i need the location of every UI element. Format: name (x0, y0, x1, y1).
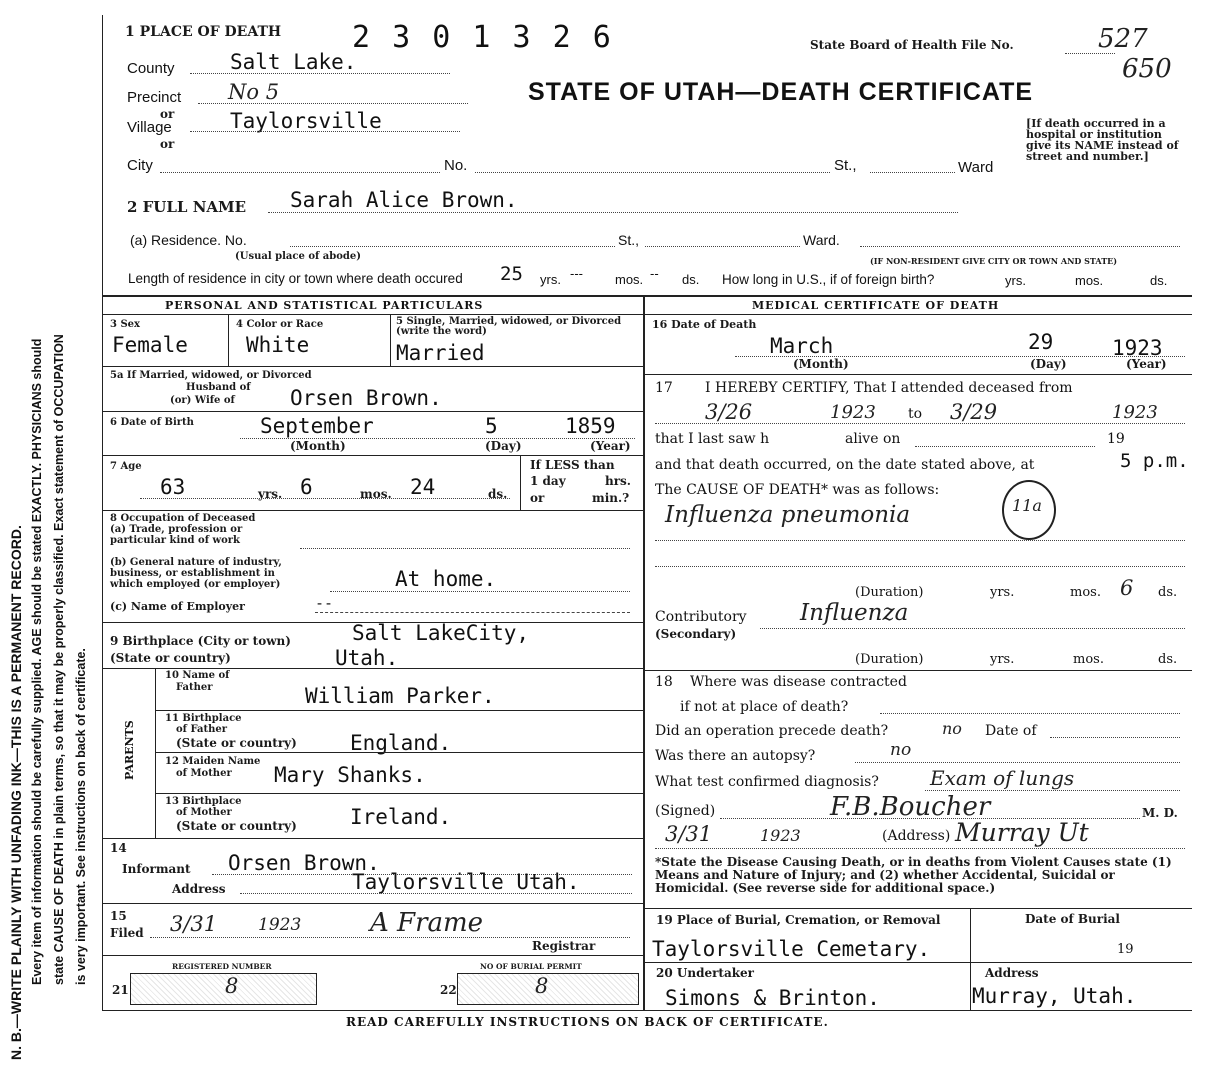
undertaker-value: Simons & Brinton. (665, 986, 880, 1010)
marital-label: 5 Single, Married, widowed, or Divorced (write the word) (396, 316, 622, 337)
mother-label-2: of Mother (176, 768, 232, 779)
dob-month-caption: (Month) (290, 439, 346, 453)
burial-label: 19 Place of Burial, Cremation, or Removal (656, 913, 941, 927)
length-yrs: yrs. (540, 272, 561, 287)
signed-address-label: (Address) (882, 828, 951, 844)
not-place-label: if not at place of death? (680, 699, 849, 715)
registered-number-num: 21 (112, 983, 129, 997)
cause-of-death-value: Influenza pneumonia (665, 502, 911, 528)
city-label: City (127, 157, 153, 174)
attended-from-date: 3/26 (705, 400, 753, 424)
signed-date: 3/31 (665, 822, 713, 846)
birthplace-state-label: (State or country) (110, 651, 231, 665)
occupation-label-1: 8 Occupation of Deceased (110, 513, 256, 524)
occupation-b-label-1: (b) General nature of industry, (110, 557, 282, 568)
death-month: March (770, 334, 834, 358)
footer-instruction: READ CAREFULLY INSTRUCTIONS ON BACK OF CERTIFICATE. (346, 1015, 829, 1029)
death-occurred-text: and that death occurred, on the date stated above, at (655, 457, 1035, 473)
city-ward-label: Ward (958, 159, 994, 176)
father-value: William Parker. (305, 684, 495, 708)
spouse-label-2: Husband of (186, 382, 251, 393)
contributory-value: Influenza (800, 600, 909, 626)
cause-code: 11a (1012, 496, 1042, 515)
foreign-ds: ds. (1150, 273, 1168, 288)
birthplace-state: Utah. (335, 646, 399, 670)
registered-number-label: REGISTERED NUMBER (172, 962, 272, 971)
certificate-title: STATE OF UTAH—DEATH CERTIFICATE (528, 78, 1034, 106)
residence-st-label: St., (618, 232, 640, 248)
duration-mos-2: mos. (1073, 652, 1104, 667)
non-resident-label: (IF NON-RESIDENT GIVE CITY OR TOWN AND STATE) (870, 256, 1118, 266)
length-ds-val: -- (650, 266, 659, 281)
burial-permit-label: NO OF BURIAL PERMIT (480, 962, 582, 971)
state-file-label: State Board of Health File No. (810, 38, 1014, 52)
mother-value: Mary Shanks. (274, 763, 426, 787)
sex-label: 3 Sex (110, 319, 140, 330)
birthplace-label: 9 Birthplace (City or town) (110, 634, 291, 648)
village-value: Taylorsville (230, 109, 382, 133)
informant-address: Taylorsville Utah. (352, 870, 580, 894)
min-label: min.? (592, 491, 630, 505)
or-label-1: or (160, 107, 175, 121)
residence-label: (a) Residence. No. (130, 232, 247, 248)
physician-signature: F.B.Boucher (830, 792, 991, 822)
occupation-value: At home. (395, 567, 497, 591)
operation-value: no (942, 719, 962, 738)
informant-address-label: Address (172, 882, 226, 896)
age-days: 24 (410, 475, 436, 499)
usual-abode-label: (Usual place of abode) (235, 251, 361, 262)
employer-label: (c) Name of Employer (110, 600, 245, 613)
hospital-note: [If death occurred in a hospital or institution give its NAME instead of street and number.] (1026, 117, 1179, 163)
filed-date: 3/31 (170, 912, 218, 936)
dob-label: 6 Date of Birth (110, 417, 194, 428)
contributory-label: Contributory (655, 609, 747, 625)
age-yrs: yrs. (258, 487, 283, 501)
place-of-death-label: 1 PLACE OF DEATH (125, 24, 282, 40)
mother-label-1: 12 Maiden Name (165, 756, 261, 767)
burial-value: Taylorsville Cemetary. (652, 937, 931, 961)
alive-on-text: alive on (845, 431, 901, 447)
margin-instruction-2: Every item of information should be carefully supplied. AGE should be stated EXACTLY. PHYSICIANS should (30, 338, 44, 985)
precinct-value: No 5 (228, 80, 280, 104)
margin-instruction-3: state CAUSE OF DEATH in plain terms, so that it may be properly classified. Exact statement of OCCUPATION (52, 334, 66, 985)
contracted-label: Where was disease contracted (690, 674, 907, 690)
undertaker-address: Murray, Utah. (972, 984, 1137, 1008)
occupation-b-label-2: business, or establishment in (110, 568, 275, 579)
father-birthplace-label-3: (State or country) (176, 736, 297, 750)
father-label-1: 10 Name of (165, 670, 230, 681)
birthplace-city: Salt LakeCity, (352, 621, 530, 645)
residence-ward-label: Ward. (803, 232, 840, 248)
father-label-2: Father (176, 682, 213, 693)
length-ds: ds. (682, 272, 700, 287)
registered-number-box (130, 973, 317, 1005)
full-name-value: Sarah Alice Brown. (290, 188, 518, 212)
occupation-b-label-3: which employed (or employer) (110, 579, 281, 590)
attended-from-year: 1923 (830, 402, 876, 423)
age-months: 6 (300, 475, 313, 499)
dob-month: September (260, 414, 374, 438)
last-saw-text: that I last saw h (655, 431, 770, 447)
section-divider (643, 295, 645, 1010)
filed-number: 15 (110, 909, 127, 923)
duration-ds-2: ds. (1158, 652, 1178, 667)
operation-date-label: Date of (985, 723, 1037, 739)
signed-label: (Signed) (655, 803, 716, 819)
county-label: County (127, 60, 175, 77)
county-value: Salt Lake. (230, 50, 357, 74)
filed-label: Filed (110, 926, 144, 940)
attended-to-year: 1923 (1112, 402, 1158, 423)
attended-to-date: 3/29 (950, 400, 998, 424)
death-day: 29 (1028, 330, 1054, 354)
sex-value: Female (112, 333, 188, 357)
duration-label-2: (Duration) (855, 652, 924, 667)
marital-value: Married (396, 341, 485, 365)
spouse-label-3: (or) Wife of (170, 395, 235, 406)
color-value: White (246, 333, 310, 357)
age-ds: ds. (488, 487, 508, 501)
signed-year: 1923 (760, 826, 801, 845)
burial-date-year: 19 (1117, 942, 1134, 957)
test-value: Exam of lungs (930, 766, 1075, 790)
date-of-death-label: 16 Date of Death (652, 318, 757, 331)
foreign-birth-label: How long in U.S., if of foreign birth? (722, 272, 935, 287)
informant-label: Informant (122, 862, 191, 876)
age-mos: mos. (360, 487, 392, 501)
md-label: M. D. (1142, 806, 1178, 820)
medical-section-title: MEDICAL CERTIFICATE OF DEATH (752, 299, 1000, 312)
contributory-secondary-label: (Secondary) (655, 627, 737, 641)
contracted-number: 18 (655, 674, 673, 690)
mother-birthplace-value: Ireland. (350, 805, 452, 829)
undertaker-address-label: Address (985, 966, 1039, 980)
certify-text: I HEREBY CERTIFY, That I attended deceased from (705, 380, 1073, 396)
informant-value: Orsen Brown. (228, 851, 380, 875)
mother-birthplace-label-3: (State or country) (176, 819, 297, 833)
informant-number: 14 (110, 841, 127, 855)
occupation-label-2: (a) Trade, profession or (110, 524, 243, 535)
age-years: 63 (160, 475, 186, 499)
father-birthplace-label-2: of Father (176, 724, 228, 735)
registrar-label: Registrar (532, 939, 596, 953)
margin-instruction-4: is very important. See instructions on back of certificate. (74, 648, 88, 985)
length-years: 25 (500, 263, 523, 285)
dob-day: 5 (485, 414, 498, 438)
employer-value: -- (315, 594, 334, 612)
state-file-number: 527 (1098, 24, 1148, 54)
alive-on-year: 19 (1107, 431, 1125, 447)
death-month-caption: (Month) (793, 357, 849, 371)
test-label: What test confirmed diagnosis? (655, 774, 879, 790)
or-label-2: or (160, 137, 175, 151)
autopsy-label: Was there an autopsy? (655, 748, 816, 764)
personal-section-title: PERSONAL AND STATISTICAL PARTICULARS (165, 299, 484, 312)
mother-birthplace-label-2: of Mother (176, 807, 232, 818)
length-residence-label: Length of residence in city or town where death occured (128, 271, 463, 286)
filed-year: 1923 (258, 915, 302, 935)
death-time: 5 p.m. (1120, 450, 1189, 472)
father-birthplace-value: England. (350, 731, 452, 755)
spouse-value: Orsen Brown. (290, 386, 442, 410)
duration-yrs-2: yrs. (990, 652, 1015, 667)
full-name-label: 2 FULL NAME (127, 198, 247, 216)
attended-to-label: to (908, 406, 923, 422)
autopsy-value: no (890, 740, 912, 760)
certify-number: 17 (655, 380, 673, 396)
burial-permit-num: 22 (440, 983, 457, 997)
state-file-number-2: 650 (1122, 54, 1172, 84)
color-label: 4 Color or Race (236, 319, 324, 330)
dob-day-caption: (Day) (485, 439, 522, 453)
cause-of-death-label: The CAUSE OF DEATH* was as follows: (655, 482, 940, 498)
burial-date-label: Date of Burial (1025, 912, 1120, 926)
left-border (102, 15, 103, 1010)
precinct-label: Precinct (127, 89, 182, 106)
city-st-label: St., (834, 157, 857, 174)
spouse-label-1: 5a If Married, widowed, or Divorced (110, 370, 312, 381)
margin-instruction-1: N. B.—WRITE PLAINLY WITH UNFADING INK—THIS IS A PERMANENT RECORD. (8, 525, 24, 1060)
length-mos-val: --- (570, 266, 583, 281)
cause-footnote: *State the Disease Causing Death, or in deaths from Violent Causes state (1) Means and Nature of Injury; and (2) whether Accidental, Suicidal or Homicidal. (See reverse side for additional space.) (655, 855, 1172, 895)
parents-label: PARENTS (123, 720, 136, 780)
burial-permit-value: 8 (535, 974, 549, 998)
village-label: Village (127, 119, 172, 136)
duration-label-1: (Duration) (855, 585, 924, 600)
foreign-yrs: yrs. (1005, 273, 1026, 288)
duration-yrs-1: yrs. (990, 585, 1015, 600)
occupation-label-3: particular kind of work (110, 535, 240, 546)
duration-mos-1: mos. (1070, 585, 1101, 600)
age-label: 7 Age (110, 461, 142, 472)
hrs-label: hrs. (605, 474, 631, 488)
bottom-border (102, 1010, 1192, 1011)
foreign-mos: mos. (1075, 273, 1104, 288)
one-day-label: 1 day (530, 474, 566, 488)
death-year-caption: (Year) (1126, 357, 1167, 371)
death-year: 1923 (1112, 336, 1163, 360)
death-day-caption: (Day) (1030, 357, 1067, 371)
city-no-label: No. (444, 157, 468, 174)
dob-year: 1859 (565, 414, 616, 438)
operation-label: Did an operation precede death? (655, 723, 889, 739)
registrar-signature: A Frame (370, 908, 484, 938)
duration-days-value: 6 (1120, 576, 1134, 600)
or-label-age: or (530, 491, 545, 505)
father-birthplace-label-1: 11 Birthplace (165, 713, 242, 724)
undertaker-label: 20 Undertaker (656, 966, 755, 980)
registered-number-value: 8 (225, 974, 239, 998)
dob-year-caption: (Year) (590, 439, 631, 453)
length-mos: mos. (615, 272, 644, 287)
mother-birthplace-label-1: 13 Birthplace (165, 796, 242, 807)
signed-address: Murray Ut (955, 818, 1089, 847)
less-than-label: If LESS than (530, 458, 615, 472)
duration-ds-1: ds. (1158, 585, 1178, 600)
certificate-number: 2 3 0 1 3 2 6 (352, 20, 613, 55)
